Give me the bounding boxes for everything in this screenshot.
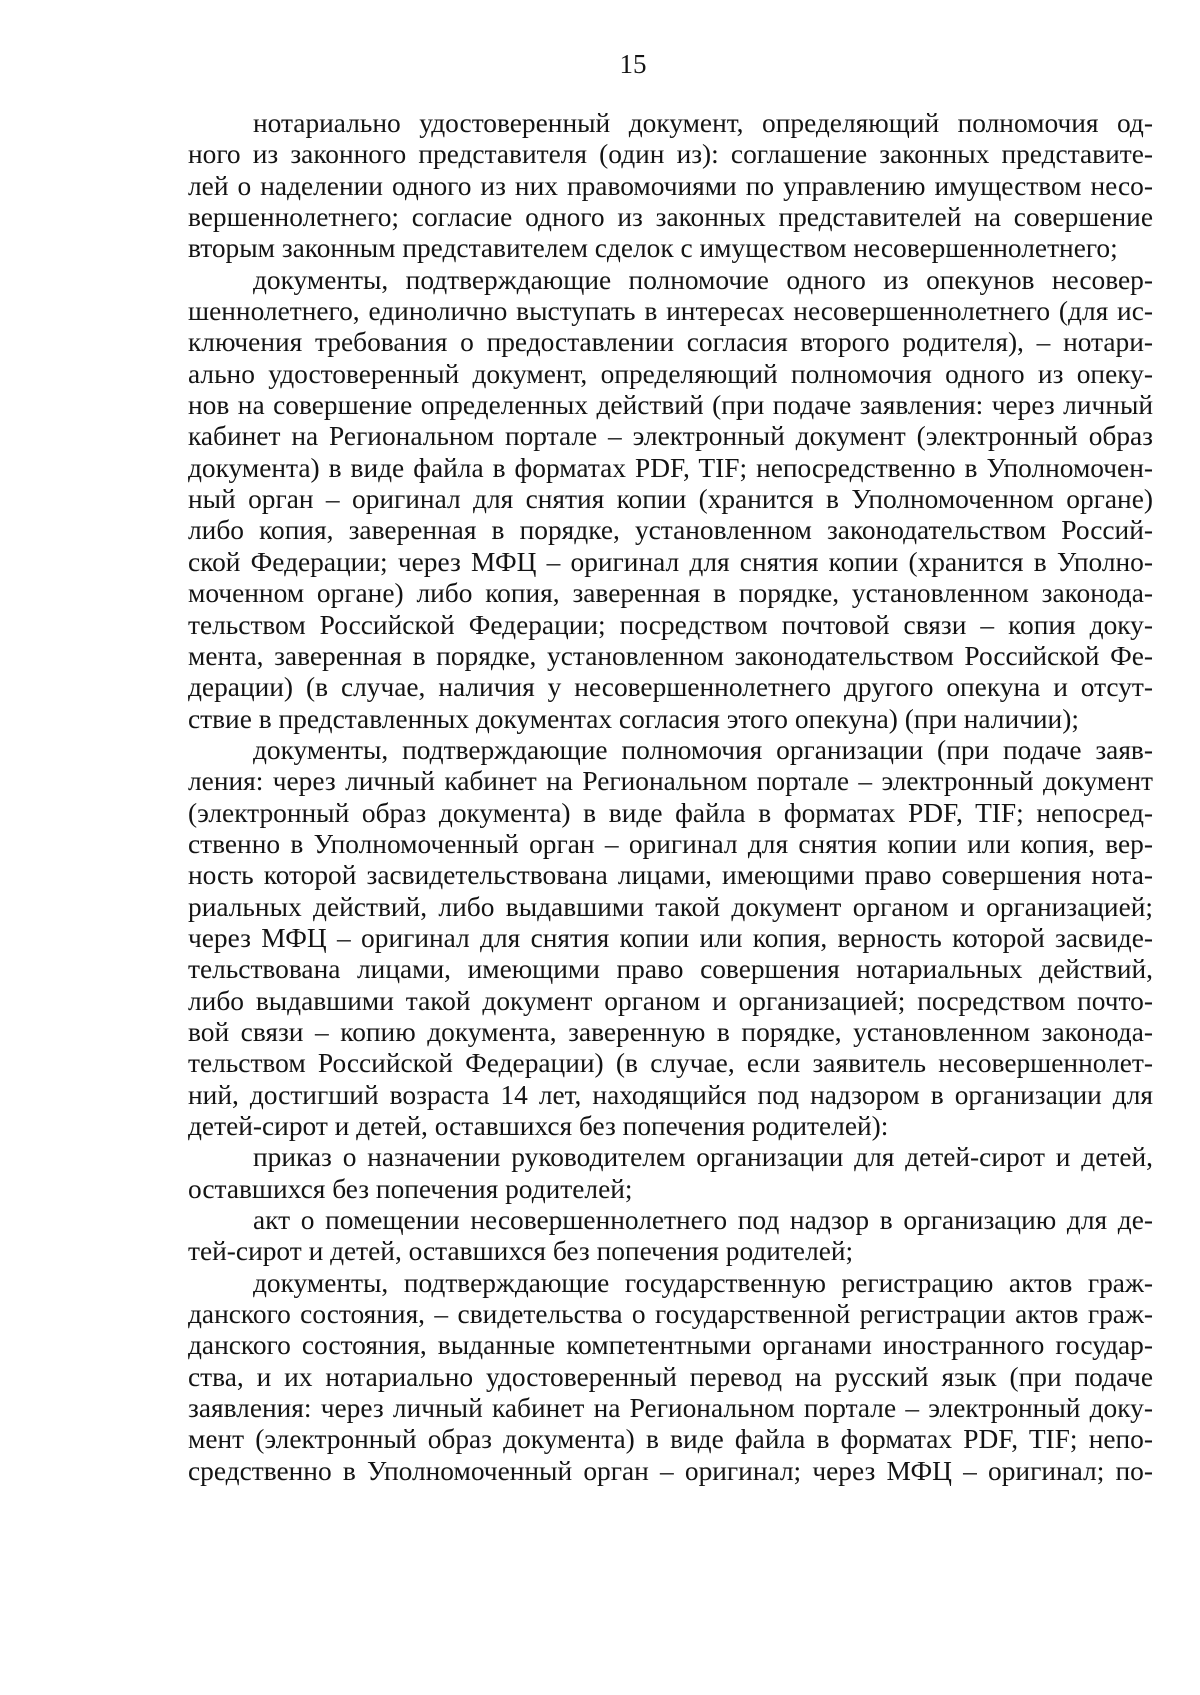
text-line: вершеннолетнего; согласие одного из законных представителей на совершение	[188, 202, 1153, 233]
text-line: (электронный образ документа) в виде файла в форматах PDF, TIF; непосред-	[188, 797, 1153, 828]
body-text	[188, 108, 1153, 1487]
text-line: ления: через личный кабинет на Региональном портале – электронный документ	[188, 766, 1153, 797]
text-line: ствие в представленных документах согласия этого опекуна) (при наличии);	[188, 703, 1079, 734]
text-line: ской Федерации; через МФЦ – оригинал для снятия копии (хранится в Уполно-	[188, 546, 1153, 577]
text-line: документы, подтверждающие государственную регистрацию актов граж-	[253, 1267, 1153, 1298]
text-line: тельством Российской Федерации) (в случае, если заявитель несовершеннолет-	[188, 1048, 1153, 1079]
text-line: тельствована лицами, имеющими право совершения нотариальных действий,	[188, 954, 1153, 985]
text-line: детей-сирот и детей, оставшихся без попечения родителей):	[188, 1111, 889, 1141]
text-line: риальных действий, либо выдавшими такой документ органом и организацией;	[188, 891, 1153, 922]
text-line: данского состояния, выданные компетентными органами иностранного государ-	[188, 1330, 1153, 1361]
text-line: документа) в виде файла в форматах PDF, TIF; непосредственно в Уполномочен-	[188, 452, 1153, 483]
text-line: моченном органе) либо копия, заверенная в порядке, установленном законода-	[188, 578, 1153, 609]
text-line: лей о наделении одного из них правомочиями по управлению имуществом несо-	[188, 170, 1153, 201]
text-line: ства, и их нотариально удостоверенный перевод на русский язык (при подаче	[188, 1361, 1153, 1392]
text-line: кабинет на Региональном портале – электронный документ (электронный образ	[188, 421, 1153, 452]
text-line: ность которой засвидетельствована лицами, имеющими право совершения нота-	[188, 860, 1153, 891]
text-line: приказ о назначении руководителем организации для детей-сирот и детей,	[253, 1142, 1153, 1173]
text-line: данского состояния, – свидетельства о государственной регистрации актов граж-	[188, 1299, 1153, 1330]
text-line: акт о помещении несовершеннолетнего под надзор в организацию для де-	[253, 1205, 1153, 1236]
text-line: тельством Российской Федерации; посредством почтовой связи – копия доку-	[188, 609, 1153, 640]
text-line: заявления: через личный кабинет на Региональном портале – электронный доку-	[188, 1393, 1153, 1424]
text-line: вторым законным представителем сделок с имуществом несовершеннолетнего;	[188, 233, 1118, 264]
text-line: нов на совершение определенных действий (при подаче заявления: через личный	[188, 390, 1153, 421]
text-line: документы, подтверждающие полномочия организации (при подаче заяв-	[253, 734, 1153, 765]
text-line: вой связи – копию документа, заверенную в порядке, установленном законода-	[188, 1016, 1153, 1047]
text-line: через МФЦ – оригинал для снятия копии или копия, верность которой засвиде-	[188, 922, 1153, 953]
text-line: ный орган – оригинал для снятия копии (хранится в Уполномоченном органе)	[188, 484, 1153, 515]
text-line: либо выдавшими такой документ органом и организацией; посредством почто-	[188, 985, 1153, 1016]
text-line: либо копия, заверенная в порядке, установленном законодательством Россий-	[188, 515, 1153, 546]
page-number: 15	[619, 49, 647, 79]
text-line: ний, достигший возраста 14 лет, находящийся под надзором в организации для	[188, 1079, 1153, 1110]
text-line: дерации) (в случае, наличия у несовершеннолетнего другого опекуна и отсут-	[188, 672, 1153, 703]
text-line: документы, подтверждающие полномочие одного из опекунов несовер-	[253, 264, 1153, 295]
text-line: средственно в Уполномоченный орган – оригинал; через МФЦ – оригинал; по-	[188, 1455, 1153, 1486]
text-line: мент (электронный образ документа) в виде файла в форматах PDF, TIF; непо-	[188, 1424, 1153, 1455]
text-line: шеннолетнего, единолично выступать в интересах несовершеннолетнего (для ис-	[188, 296, 1153, 327]
text-line: ственно в Уполномоченный орган – оригинал для снятия копии или копия, вер-	[188, 828, 1153, 859]
text-line: ально удостоверенный документ, определяющий полномочия одного из опеку-	[188, 358, 1153, 389]
text-line: ного из законного представителя (один из): соглашение законных представите-	[188, 139, 1153, 170]
text-line: нотариально удостоверенный документ, определяющий полномочия од-	[253, 108, 1153, 138]
text-line: мента, заверенная в порядке, установленном законодательством Российской Фе-	[188, 640, 1153, 671]
text-line: оставшихся без попечения родителей;	[188, 1173, 633, 1204]
text-line: ключения требования о предоставлении согласия второго родителя), – нотари-	[188, 327, 1153, 358]
text-line: тей-сирот и детей, оставшихся без попечения родителей;	[188, 1236, 854, 1267]
